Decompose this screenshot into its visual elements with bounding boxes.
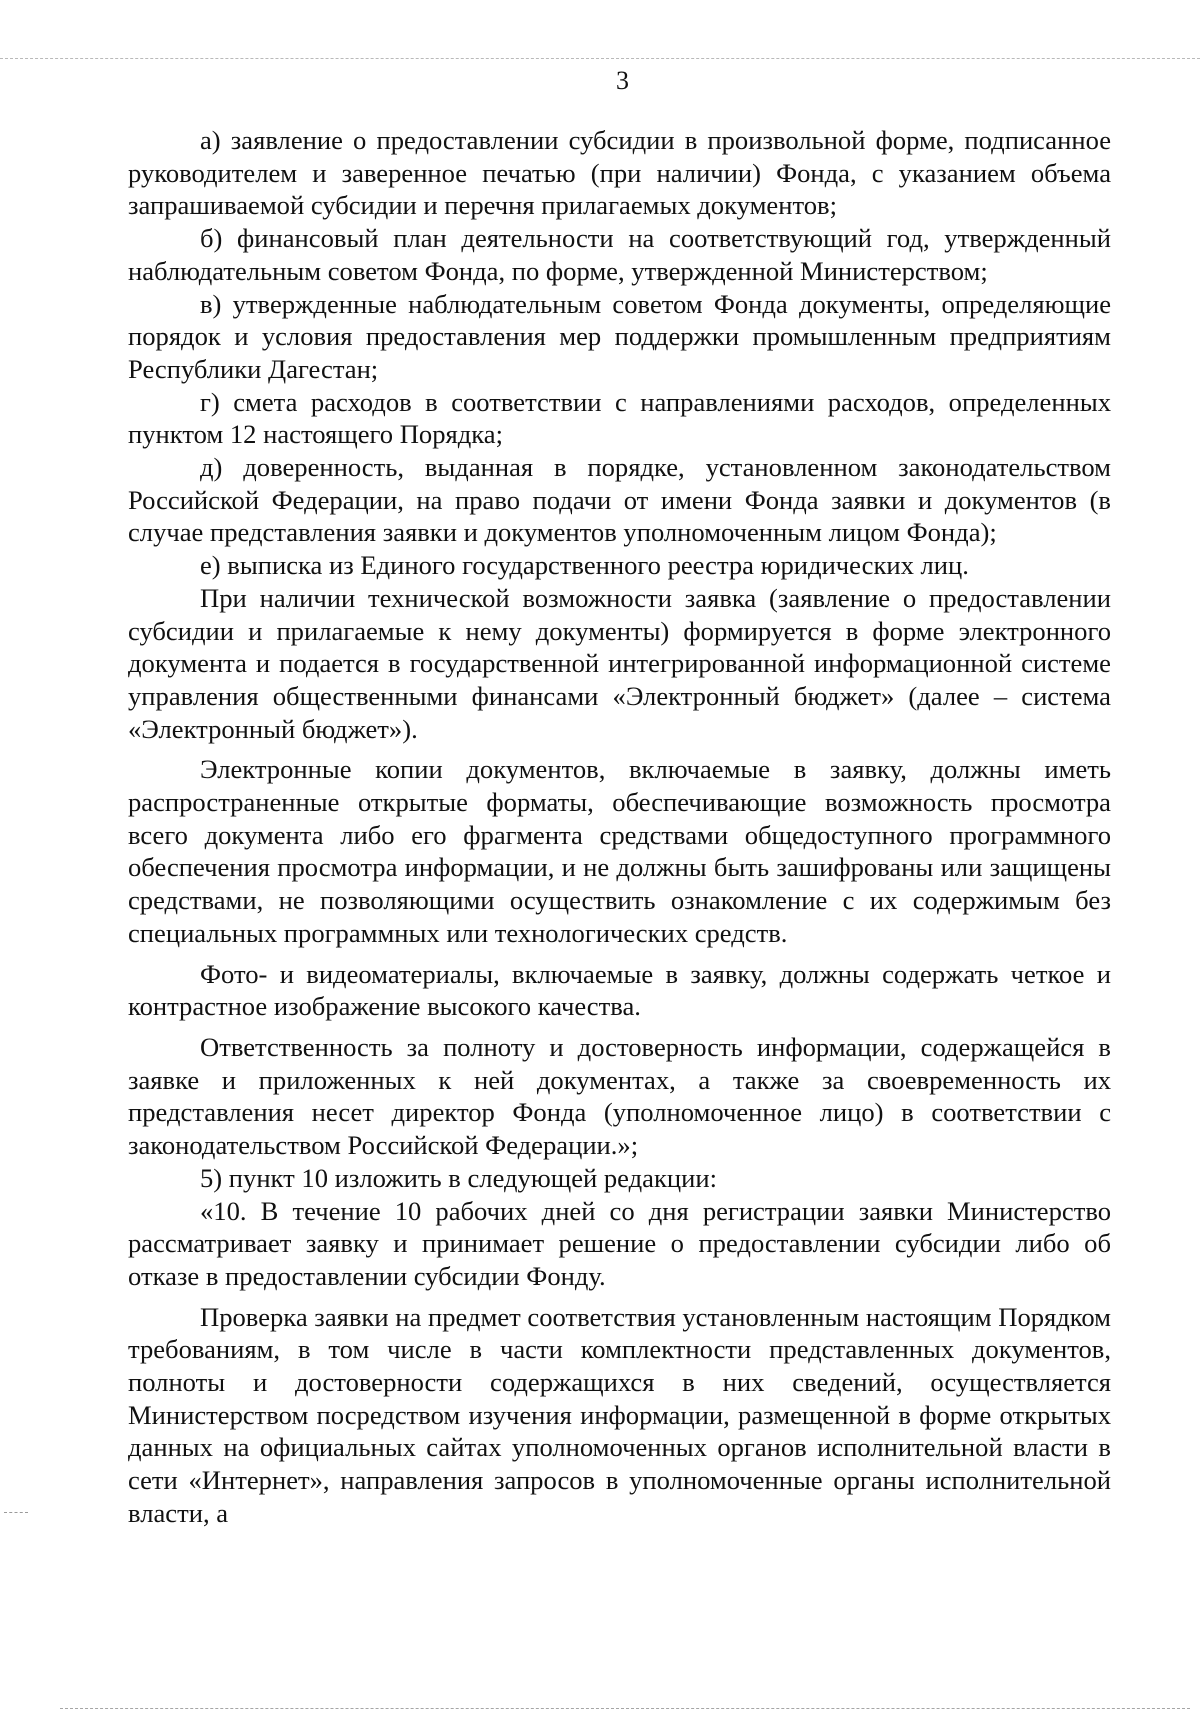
scan-bottom-edge: [60, 1708, 1190, 1710]
paragraph-item-e: е) выписка из Единого государственного реестра юридических лиц.: [200, 550, 969, 581]
paragraph-verification: Проверка заявки на предмет соответствия установленным настоящим Порядком требованиям, в том числе в части комплектности представленных документов, полноты и достоверности содержащихся в них сведений, осуществляется Министерством посредством изучения информации, размещенной в форме открытых данных на официальных сайтах уполномоченных органов исполнительной власти в сети «Интернет», направления запросов в уполномоченные органы исполнительной власти, а: [128, 1301, 1111, 1528]
paragraph-electronic-submission: При наличии технической возможности заявка (заявление о предоставлении субсидии и прилагаемые к нему документы) формируется в форме электронного документа и подается в государственной интегрированной информационной системе управления общественными финансами «Электронный бюджет» (далее – система «Электронный бюджет»).: [128, 582, 1111, 744]
document-body: [128, 124, 1111, 1530]
paragraph-item-a: а) заявление о предоставлении субсидии в произвольной форме, подписанное руководителем и заверенное печатью (при наличии) Фонда, с указанием объема запрашиваемой субсидии и перечня прилагаемых документов;: [128, 125, 1111, 221]
paragraph-item-d: д) доверенность, выданная в порядке, установленном законодательством Российской Федерации, на право подачи от имени Фонда заявки и документов (в случае представления заявки и документов уполномоченным лицом Фонда);: [128, 452, 1111, 548]
paragraph-point-10: «10. В течение 10 рабочих дней со дня регистрации заявки Министерство рассматривает заявку и принимает решение о предоставлении субсидии либо об отказе в предоставлении субсидии Фонду.: [128, 1195, 1111, 1291]
scan-top-edge: [0, 58, 1200, 60]
paragraph-responsibility: Ответственность за полноту и достоверность информации, содержащейся в заявке и приложенных к ней документах, а также за своевременность их представления несет директор Фонда (уполномоченное лицо) в соответствии с законодательством Российской Федерации.»;: [128, 1031, 1111, 1161]
paragraph-photo-video: Фото- и видеоматериалы, включаемые в заявку, должны содержать четкое и контрастное изображение высокого качества.: [128, 958, 1111, 1022]
page-number: 3: [616, 66, 629, 95]
paragraph-item-v: в) утвержденные наблюдательным советом Фонда документы, определяющие порядок и условия предоставления мер поддержки промышленным предприятиям Республики Дагестан;: [128, 288, 1111, 384]
paragraph-point-5: 5) пункт 10 изложить в следующей редакции:: [200, 1162, 717, 1193]
scan-left-mark: [4, 1512, 28, 1514]
paragraph-item-g: г) смета расходов в соответствии с направлениями расходов, определенных пунктом 12 настоящего Порядка;: [128, 386, 1111, 450]
paragraph-item-b: б) финансовый план деятельности на соответствующий год, утвержденный наблюдательным советом Фонда, по форме, утвержденной Министерством;: [128, 223, 1111, 286]
paragraph-electronic-copies: Электронные копии документов, включаемые в заявку, должны иметь распространенные открытые форматы, обеспечивающие возможность просмотра всего документа либо его фрагмента средствами общедоступного программного обеспечения просмотра информации, и не должны быть зашифрованы или защищены средствами, не позволяющими осуществить ознакомление с их содержимым без специальных программных или технологических средств.: [128, 754, 1111, 948]
